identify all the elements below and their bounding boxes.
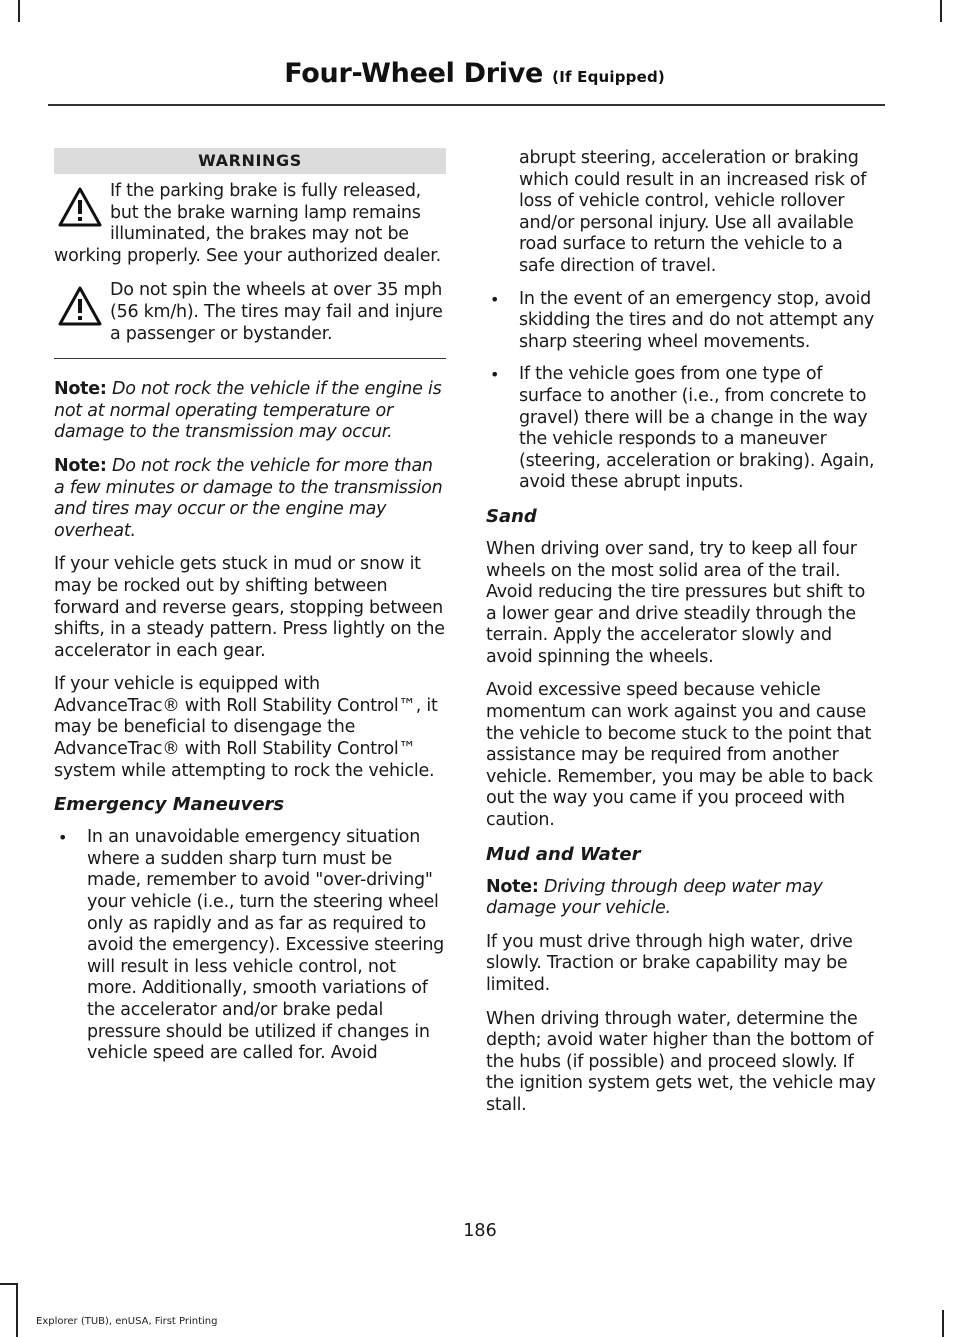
warning-text: Do not spin the wheels at over 35 mph (56 km/h). The tires may fail and injure a passenger or bystander. xyxy=(110,280,443,344)
warnings-title: WARNINGS xyxy=(54,148,446,174)
warning-triangle-icon xyxy=(58,286,102,326)
page-title-subtitle: (If Equipped) xyxy=(552,68,665,86)
warnings-rule xyxy=(54,358,446,359)
page-title xyxy=(284,58,665,89)
note-paragraph xyxy=(486,877,878,920)
crop-mark-bottom-left-h xyxy=(0,1283,18,1285)
left-column xyxy=(54,148,446,1077)
note-label: Note: xyxy=(54,455,107,476)
note-paragraph xyxy=(54,456,446,542)
note-text: Driving through deep water may damage your vehicle. xyxy=(486,876,823,919)
body-paragraph: When driving over sand, try to keep all four wheels on the most solid area of the trail. Avoid reducing the tire pressures but shift to a lower gear and drive steadily through the terrain. Apply the accelerator slowly and avoid spinning the wheels. xyxy=(486,538,866,667)
note-label: Note: xyxy=(486,876,539,897)
page-title-main: Four-Wheel Drive xyxy=(284,58,544,89)
crop-mark-top-left xyxy=(18,0,20,22)
note-text: Do not rock the vehicle if the engine is not at normal operating temperature or damage to the transmission may occur. xyxy=(54,379,442,443)
section-heading-sand: Sand xyxy=(486,505,537,527)
list-item: • In the event of an emergency stop, avoid skidding the tires and do not attempt any sharp steering wheel movements. xyxy=(486,289,878,354)
crop-mark-top-right xyxy=(940,0,942,22)
warning-text: If the parking brake is fully released, but the brake warning lamp remains illuminated, the brakes may not be working properly. See your authorized dealer. xyxy=(54,181,441,266)
warning-item xyxy=(54,280,446,345)
body-paragraph: If your vehicle is equipped with AdvanceTrac® with Roll Stability Control™, it may be beneficial to disengage the AdvanceTrac® with Roll Stability Control™ system while attempting to rock the vehicle. xyxy=(54,674,438,781)
crop-mark-bottom-left xyxy=(16,1283,18,1337)
note-text: Do not rock the vehicle for more than a few minutes or damage to the transmission and tires may occur or the engine may overheat. xyxy=(54,455,443,541)
note-label: Note: xyxy=(54,379,107,400)
warning-item xyxy=(54,181,446,267)
bullet-continuation: abrupt steering, acceleration or braking which could result in an increased risk of loss of vehicle control, vehicle rollover and/or personal injury. Use all available road surface to return the vehicle to a safe direction of travel. xyxy=(519,148,867,276)
page-number: 186 xyxy=(463,1221,497,1241)
bullet-list xyxy=(54,827,446,1065)
list-item: • If the vehicle goes from one type of surface to another (i.e., from concrete to gravel) there will be a change in the way the vehicle responds to a maneuver (steering, acceleration or braking). Again, avoid these abrupt inputs. xyxy=(486,364,878,494)
body-paragraph: If you must drive through high water, drive slowly. Traction or brake capability may be limited. xyxy=(486,931,853,995)
right-column xyxy=(486,148,878,1129)
crop-mark-bottom-right xyxy=(942,1310,944,1337)
body-paragraph: When driving through water, determine the depth; avoid water higher than the bottom of the hubs (if possible) and proceed slowly. If the ignition system gets wet, the vehicle may stall. xyxy=(486,1008,876,1115)
section-heading-emergency: Emergency Maneuvers xyxy=(54,794,285,816)
list-item: • In an unavoidable emergency situation where a sudden sharp turn must be made, remember to avoid "over-driving" your vehicle (i.e., turn the steering wheel only as rapidly and as far as required to avoid the emergency). Excessive steering will result in less vehicle control, not more. Additionally, smooth variations of the accelerator and/or brake pedal pressure should be utilized if changes in vehicle speed are called for. Avoid xyxy=(54,827,446,1065)
note-paragraph xyxy=(54,379,446,444)
footer-text: Explorer (TUB), enUSA, First Printing xyxy=(36,1316,218,1327)
body-paragraph: If your vehicle gets stuck in mud or snow it may be rocked out by shifting between forward and reverse gears, stopping between shifts, in a steady pattern. Press lightly on the accelerator in each gear. xyxy=(54,554,445,661)
header-rule xyxy=(48,104,885,106)
body-paragraph: Avoid excessive speed because vehicle momentum can work against you and cause the vehicle to become stuck to the point that assistance may be required from another vehicle. Remember, you may be able to back out the way you came if you proceed with caution. xyxy=(486,680,873,831)
warning-triangle-icon xyxy=(58,187,102,227)
section-heading-mud-water: Mud and Water xyxy=(486,843,641,865)
bullet-list xyxy=(486,289,878,494)
